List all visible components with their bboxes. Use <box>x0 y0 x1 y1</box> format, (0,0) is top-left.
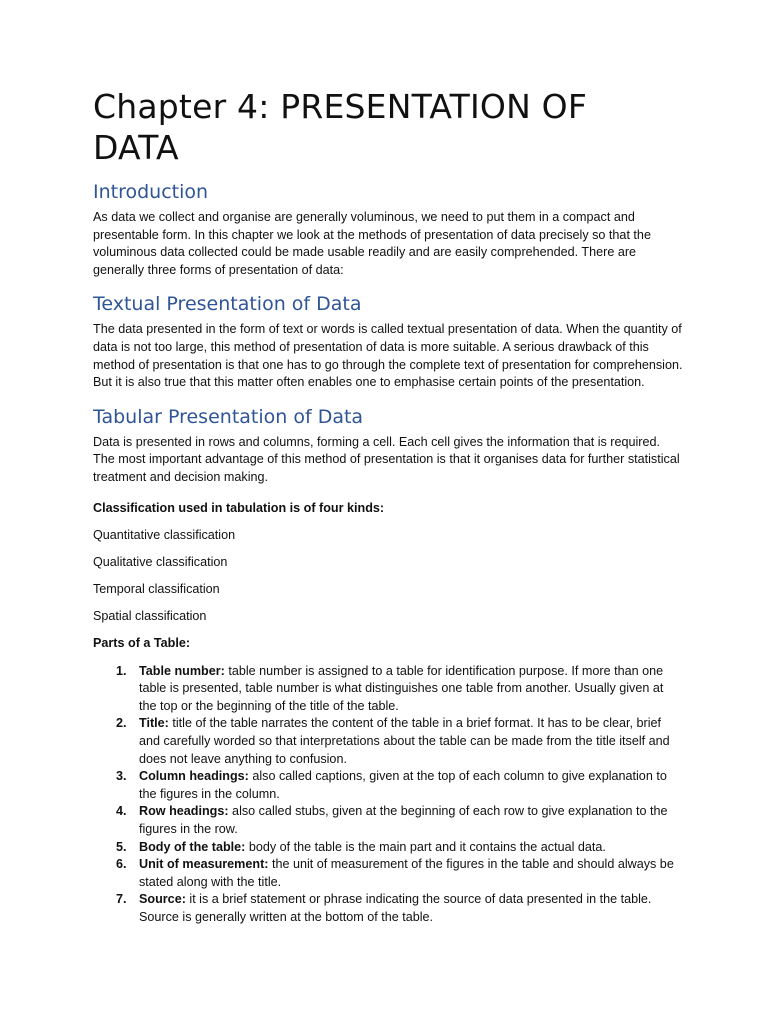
list-item-term: Title: <box>139 716 169 731</box>
list-item-text: table number is assigned to a table for identification purpose. If more than one table is presented, table number is what distinguishes one table from another. Usually given at the top or the beginning of the title of the table. <box>139 663 664 713</box>
list-item-text: also called stubs, given at the beginning of each row to give explanation to the figures in the row. <box>139 804 668 836</box>
list-item-text: title of the table narrates the content of the table in a brief format. It has to be clear, brief and carefully worded so that interpretations about the table can be made from the title itself and does not leave anything to confusion. <box>139 716 670 766</box>
classification-heading: Classification used in tabulation is of four kinds: <box>93 500 385 515</box>
list-item <box>93 663 683 716</box>
list-item <box>93 768 683 803</box>
list-item-number: 3. <box>116 769 127 784</box>
list-item-term: Body of the table: <box>139 839 246 854</box>
list-item-term: Row headings: <box>139 804 229 819</box>
classification-item: Qualitative classification <box>93 554 228 569</box>
parts-of-table-list <box>93 663 683 927</box>
list-item <box>93 839 683 857</box>
list-item <box>93 715 683 768</box>
introduction-paragraph: As data we collect and organise are generally voluminous, we need to put them in a compact and presentable form. In this chapter we look at the methods of presentation of data precisely so that the voluminous data collected could be made usable readily and are easily comprehended. There are generally three forms of presentation of data: <box>93 210 651 277</box>
introduction-heading: Introduction <box>93 181 209 203</box>
list-item-text: it is a brief statement or phrase indicating the source of data presented in the table. Source is generally written at the bottom of the table. <box>139 892 652 924</box>
textual-presentation-heading: Textual Presentation of Data <box>93 293 362 316</box>
list-item-number: 1. <box>116 663 127 678</box>
list-item-number: 4. <box>116 804 127 819</box>
tabular-presentation-paragraph: Data is presented in rows and columns, forming a cell. Each cell gives the information that is required. The most important advantage of this method of presentation is that it organises data for further statistical treatment and decision making. <box>93 434 680 484</box>
list-item-number: 2. <box>116 716 127 731</box>
list-item-text: also called captions, given at the top of each column to give explanation to the figures in the column. <box>139 769 667 801</box>
classification-item: Temporal classification <box>93 582 220 597</box>
list-item <box>93 803 683 838</box>
list-item-term: Column headings: <box>139 769 249 784</box>
list-item-text: the unit of measurement of the figures in the table and should always be stated along with the title. <box>139 857 674 889</box>
list-item-number: 7. <box>116 892 127 907</box>
list-item <box>93 891 683 926</box>
textual-presentation-paragraph: The data presented in the form of text or words is called textual presentation of data. When the quantity of data is not too large, this method of presentation of data is more suitable. A serious drawback of this method of presentation is that one has to go through the complete text of presentation for comprehension. But it is also true that this matter often enables one to emphasise certain points of the presentation. <box>93 322 683 390</box>
list-item-number: 6. <box>116 857 127 872</box>
classification-item: Spatial classification <box>93 609 207 624</box>
list-item-text: body of the table is the main part and it contains the actual data. <box>245 839 606 854</box>
list-item-term: Table number: <box>139 663 225 678</box>
page-title: Chapter 4: PRESENTATION OF DATA <box>93 87 587 167</box>
list-item <box>93 856 683 891</box>
parts-of-table-heading: Parts of a Table: <box>93 636 191 651</box>
document-page <box>93 86 683 927</box>
tabular-presentation-heading: Tabular Presentation of Data <box>93 405 364 428</box>
list-item-term: Source: <box>139 892 186 907</box>
list-item-term: Unit of measurement: <box>139 857 269 872</box>
classification-item: Quantitative classification <box>93 527 236 542</box>
list-item-number: 5. <box>116 839 127 854</box>
